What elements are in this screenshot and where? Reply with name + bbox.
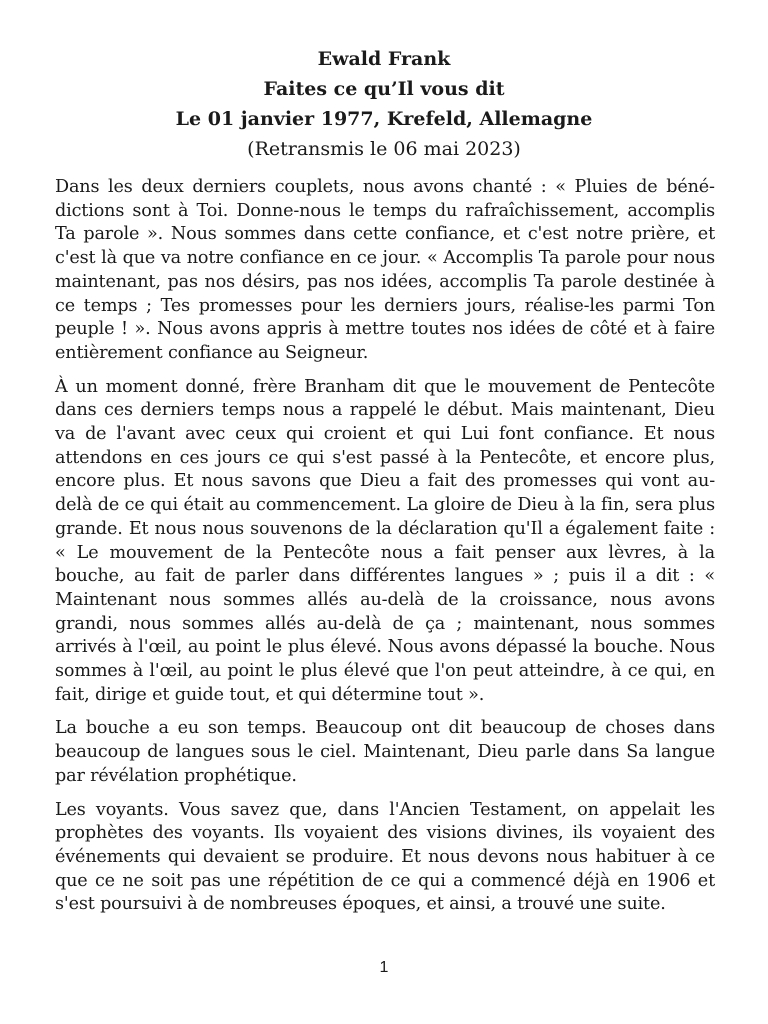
sermon-title: Faites ce qu’Il vous dit: [263, 78, 505, 100]
author-name: Ewald Frank: [317, 48, 451, 70]
paragraph: Dans les deux derniers couplets, nous avons chanté : « Pluies de bénédictions sont à Toi. Donne-nous le temps du rafraîchissement, accomplis Ta parole ». Nous sommes dans cette confiance, et c'est notre prière, et c'est là que va notre confiance en ce jour. « Accomplis Ta parole pour nous maintenant, pas nos désirs, pas nos idées, accomplis Ta parole destinée à ce temps ; Tes promesses pour les derniers jours, réalise-les parmi Ton peuple ! ». Nous avons appris à mettre toutes nos idées de côté et à faire entièrement confiance au Seigneur.: [55, 177, 715, 363]
document-body: [55, 176, 715, 927]
date-place: Le 01 janvier 1977, Krefeld, Allemagne: [175, 108, 593, 130]
broadcast-note: (Retransmis le 06 mai 2023): [247, 138, 521, 160]
paragraph: La bouche a eu son temps. Beaucoup ont dit beaucoup de choses dans beaucoup de langues sous le ciel. Maintenant, Dieu parle dans Sa langue par révélation prophétique.: [55, 718, 715, 786]
paragraph: À un moment donné, frère Branham dit que le mouvement de Pentecôte dans ces derniers temps nous a rappelé le début. Mais maintenant, Dieu va de l'avant avec ceux qui croient et qui Lui font confiance. Et nous attendons en ces jours ce qui s'est passé à la Pentecôte, et encore plus, encore plus. Et nous savons que Dieu a fait des promesses qui vont au-delà de ce qui était au commencement. La gloire de Dieu à la fin, sera plus grande. Et nous nous souvenons de la déclaration qu'Il a également faite : « Le mouvement de la Pentecôte nous a fait penser aux lèvres, à la bouche, au fait de parler dans différentes langues » ; puis il a dit : « Maintenant nous sommes allés au-delà de la croissance, nous avons grandi, nous sommes allés au-delà de ça ; maintenant, nous sommes arrivés à l'œil, au point le plus élevé. Nous avons dépassé la bouche. Nous sommes à l'œil, au point le plus élevé que l'on peut atteindre, à ce qui, en fait, dirige et guide tout, et qui détermine tout ».: [55, 376, 715, 705]
page-number: 1: [379, 959, 389, 976]
document-header: [0, 44, 768, 164]
paragraph: Les voyants. Vous savez que, dans l'Ancien Testament, on appelait les prophètes des voyants. Ils voyaient des visions divines, ils voyaient des événements qui devaient se produire. Et nous devons nous habituer à ce que ce ne soit pas une répétition de ce qui a commencé déjà en 1906 et s'est poursuivi à de nombreuses époques, et ainsi, a trouvé une suite.: [55, 799, 715, 915]
